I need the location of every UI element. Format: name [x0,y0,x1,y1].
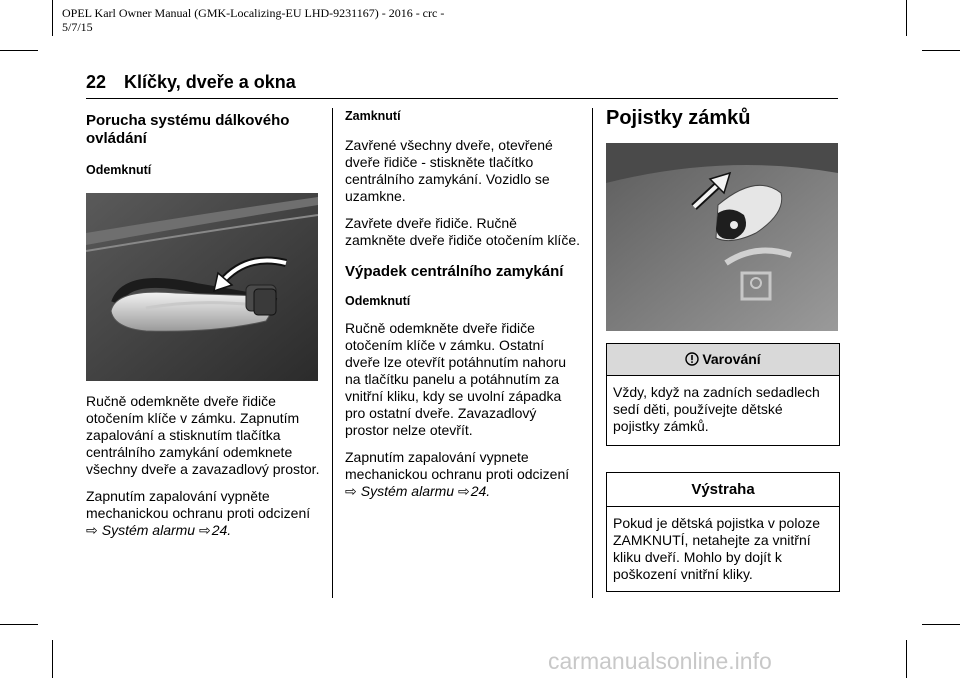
column-1 [86,108,322,539]
cross-reference-link[interactable] [86,522,231,538]
paragraph: Ručně odemkněte dveře řidiče otočením klíče v zámku. Ostatní dveře lze otevřít potáhnutím nahoru na tlačítku panelu a potáhnutím za vnitřní kliku, kdy se uvolní západka pro ostatní dveře. Zavazadlový prostor nelze otevřít. [345,320,567,438]
arrow-icon: ⇨ [345,483,357,499]
column-divider [332,108,333,598]
subheading: Odemknutí [86,163,152,177]
paragraph [345,449,581,500]
crop-mark [0,624,38,625]
xref-page: 24 [470,483,487,499]
crop-mark [922,50,960,51]
paragraph-text: Zapnutím zapalování vypnete mechanickou ochranu proti odcizení [345,449,570,482]
paragraph: Zavřené všechny dveře, otevřené dveře řidiče - stiskněte tlačítko centrálního zamykání. Vozidlo se uzamkne. [345,137,553,204]
warning-title-text: Varování [702,351,761,367]
crop-mark [52,640,53,678]
crop-mark [52,0,53,36]
column-3 [606,108,840,592]
door-handle-key-illustration [86,193,318,381]
warning-title [607,344,839,376]
section-heading: Výpadek centrálního zamykání [345,263,564,280]
header-rule [86,98,838,99]
xref-text: Systém alarmu [360,483,455,499]
column-2 [345,108,581,510]
watermark: carmanualsonline.info [548,648,772,674]
xref-end: . [227,522,232,538]
paragraph: Zavřete dveře řidiče. Ručně zamkněte dveře řidiče otočením klíče. [345,215,580,248]
cross-reference-link[interactable] [345,483,490,499]
page-number: 22 [86,72,107,92]
crop-mark [906,0,907,36]
caution-text: Pokud je dětská pojistka v poloze ZAMKNUTÍ, netahejte za vnitřní kliku dveří. Mohlo by dojít k poškození vnitřní kliky. [613,515,821,582]
xref-text: Systém alarmu [101,522,196,538]
arrow-icon: ⇨ [198,522,211,538]
print-header-line2: 5/7/15 [62,20,93,34]
print-header-line1: OPEL Karl Owner Manual (GMK-Localizing-EU LHD-9231167) - 2016 - crc - [62,6,445,20]
crop-mark [906,640,907,678]
caution-title: Výstraha [607,473,839,507]
subheading: Odemknutí [345,294,411,308]
child-lock-illustration [606,143,838,331]
crop-mark [922,624,960,625]
arrow-icon: ⇨ [86,522,98,538]
section-heading: Porucha systému dálkového ovládání [86,112,290,147]
section-heading: Pojistky zámků [606,107,751,129]
paragraph [86,488,322,539]
paragraph: Ručně odemkněte dveře řidiče otočením klíče v zámku. Zapnutím zapalování a stisknutím tlačítka centrálního zamykání odemknete všechny dveře a zavazadlový prostor. [86,393,320,477]
xref-end: . [486,483,491,499]
column-divider [592,108,593,598]
xref-page: 24 [211,522,228,538]
warning-text: Vždy, když na zadních sedadlech sedí děti, používejte dětské pojistky zámků. [613,384,820,434]
warning-icon [685,352,699,366]
arrow-icon: ⇨ [457,483,470,499]
warning-box [606,343,840,446]
page-header [86,72,296,93]
crop-mark [0,50,38,51]
subheading: Zamknutí [345,109,401,123]
print-header [62,6,582,34]
page-title: Klíčky, dveře a okna [124,72,296,92]
paragraph-text: Zapnutím zapalování vypněte mechanickou ochranu proti odcizení [86,488,311,521]
caution-box [606,472,840,592]
